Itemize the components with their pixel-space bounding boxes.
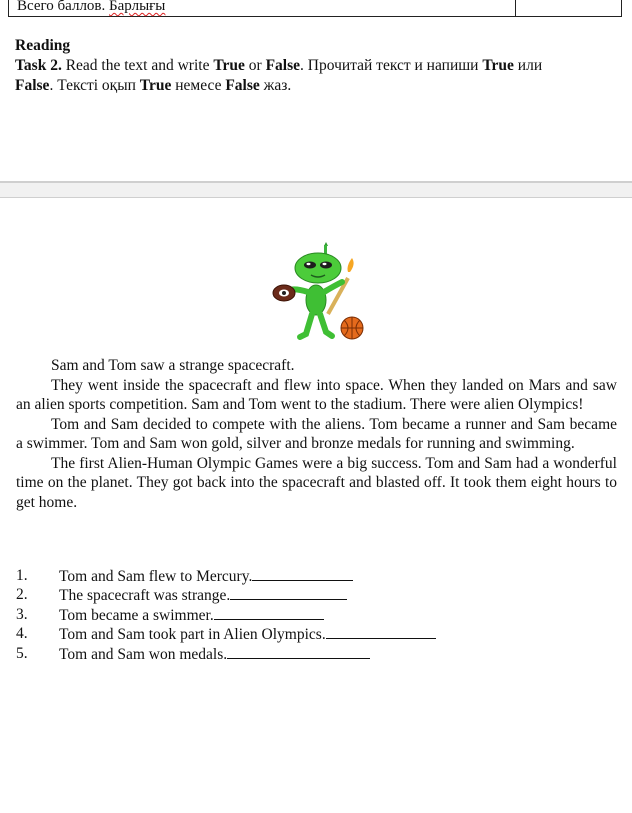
task-true: True [482,57,514,74]
question-text: Tom became a swimmer. [59,606,214,624]
question-text: Tom and Sam took part in Alien Olympics. [59,626,326,644]
score-table [8,0,622,17]
question-number: 4. [16,625,28,643]
task-instructions [15,56,615,95]
question-text: Tom and Sam flew to Mercury. [59,568,253,585]
story-paragraph: Tom and Sam decided to compete with the aliens. Tom became a runner and Sam became a swimmer. Tom and Sam won gold, silver and bronze medals for running and swimming. [16,415,617,452]
story-paragraph: The first Alien-Human Olympic Games were a big success. Tom and Sam had a wonderful time on the planet. They got back into the spacecraft and blasted off. It took them eight hours to get home. [16,454,617,511]
alien-athlete-icon [266,242,370,342]
question-item [16,624,616,643]
question-body [59,624,436,644]
task-true: True [139,76,172,94]
question-body [59,605,324,625]
story-paragraph: Sam and Tom saw a strange spacecraft. [51,357,295,374]
task-label: Task 2. [15,57,62,74]
task-false: False [265,57,301,74]
question-number: 2. [16,586,28,604]
question-number: 1. [16,567,28,584]
answer-blank[interactable] [227,644,370,659]
task-text: немесе [171,76,226,94]
question-body [59,644,370,664]
question-item [16,566,616,585]
task-true: True [213,57,245,74]
question-text: The spacecraft was strange. [59,587,231,605]
task-text: Read the text and write [61,57,214,74]
total-score-label [17,0,165,15]
answer-blank[interactable] [214,605,324,620]
task-text: . Текстi оқып [49,76,140,94]
story-text [16,356,617,512]
task-false: False [15,76,50,94]
section-title: Reading [15,37,71,54]
task-text: жаз. [259,76,292,94]
question-body [59,585,347,605]
total-score-kz: Барлығы [109,0,166,14]
task-false: False [225,76,260,94]
question-text: Tom and Sam won medals. [59,645,228,663]
question-list [16,566,616,663]
answer-blank[interactable] [252,566,353,581]
task-text: или [513,57,543,74]
answer-blank[interactable] [326,624,436,639]
task-text: . Прочитай текст и напиши [300,57,483,74]
table-divider [515,0,516,16]
total-score-ru: Всего баллов. [17,0,110,14]
question-body [59,566,353,586]
question-number: 5. [16,644,28,662]
answer-blank[interactable] [230,585,347,600]
story-paragraph: They went inside the spacecraft and flew into space. When they landed on Mars and saw an alien sports competition. Sam and Tom went to the stadium. There were alien Olympics! [16,376,617,413]
question-item [16,644,616,663]
question-item [16,605,616,624]
page-break [0,181,632,198]
task-text: or [244,57,266,74]
question-number: 3. [16,605,28,623]
question-item [16,585,616,604]
